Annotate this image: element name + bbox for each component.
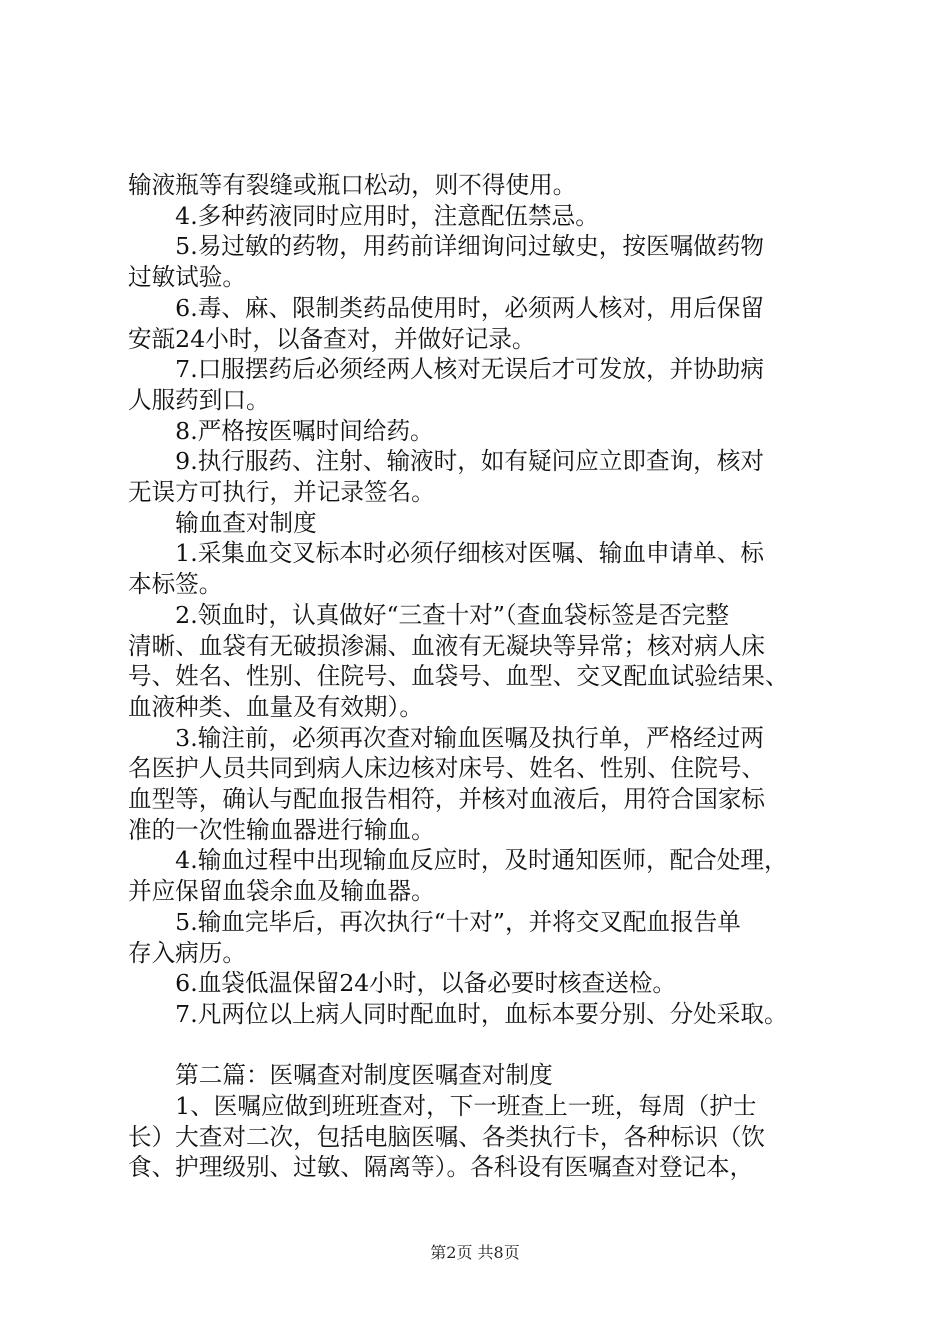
text-line: 7.口服摆药后必须经两人核对无误后才可发放，并协助病 [128, 355, 764, 384]
text-line: 5.输血完毕后，再次执行“十对”，并将交叉配血报告单 [128, 907, 741, 936]
text-line: 存入病历。 [128, 938, 246, 967]
text-line: 输液瓶等有裂缝或瓶口松动，则不得使用。 [128, 171, 577, 199]
text-line: 血液种类、血量及有效期）。 [128, 692, 423, 721]
page-footer [0, 1240, 950, 1263]
text-line: 6.血袋低温保留24小时，以备必要时核查送检。 [128, 969, 676, 998]
text-line: 9.执行服药、注射、输液时，如有疑问应立即查询，核对 [128, 447, 764, 476]
text-line: 清晰、血袋有无破损渗漏、血液有无凝块等异常；核对病人床 [128, 631, 766, 660]
text-line: 3.输注前，必须再次查对输血医嘱及执行单，严格经过两 [128, 723, 764, 752]
text-line: 号、姓名、性别、住院号、血袋号、血型、交叉配血试验结果、 [128, 662, 789, 691]
page-number: 第2页 共8页 [430, 1243, 520, 1262]
text-line: 1、医嘱应做到班班查对，下一班查上一班，每周（护士 [128, 1092, 757, 1120]
text-line: 名医护人员共同到病人床边核对床号、姓名、性别、住院号、 [128, 754, 766, 783]
text-line: 安瓿24小时，以备查对，并做好记录。 [128, 324, 536, 353]
text-line: 2.领血时，认真做好“三查十对”（查血袋标签是否完整 [128, 600, 730, 629]
text-line: 8.严格按医嘱时间给药。 [128, 416, 434, 445]
text-line: 无误方可执行，并记录签名。 [128, 478, 435, 506]
text-line: 1.采集血交叉标本时必须仔细核对医嘱、输血申请单、标 [128, 539, 764, 568]
text-line: 本标签。 [128, 570, 223, 599]
text-line: 准的一次性输血器进行输血。 [128, 815, 435, 844]
text-line: 长）大查对二次，包括电脑医嘱、各类执行卡，各种标识（饮 [128, 1122, 766, 1151]
section-heading: 输血查对制度 [128, 508, 317, 537]
text-line: 4.多种药液同时应用时，注意配伍禁忌。 [128, 201, 599, 230]
text-line: 6.毒、麻、限制类药品使用时，必须两人核对，用后保留 [128, 293, 764, 322]
text-line: 过敏试验。 [128, 263, 246, 292]
text-line: 食、护理级别、过敏、隔离等）。各科设有医嘱查对登记本， [128, 1153, 754, 1182]
text-line: 7.凡两位以上病人同时配血时，血标本要分别、分处采取。 [128, 999, 788, 1028]
text-line: 5.易过敏的药物，用药前详细询问过敏史，按医嘱做药物 [128, 232, 764, 261]
text-line: 人服药到口。 [128, 385, 270, 414]
section-heading: 第二篇：医嘱查对制度医嘱查对制度 [128, 1061, 553, 1090]
text-line: 并应保留血袋余血及输血器。 [128, 877, 435, 906]
text-line: 4.输血过程中出现输血反应时，及时通知医师，配合处理， [128, 846, 788, 875]
text-line: 血型等，确认与配血报告相符，并核对血液后，用符合国家标 [128, 785, 766, 813]
